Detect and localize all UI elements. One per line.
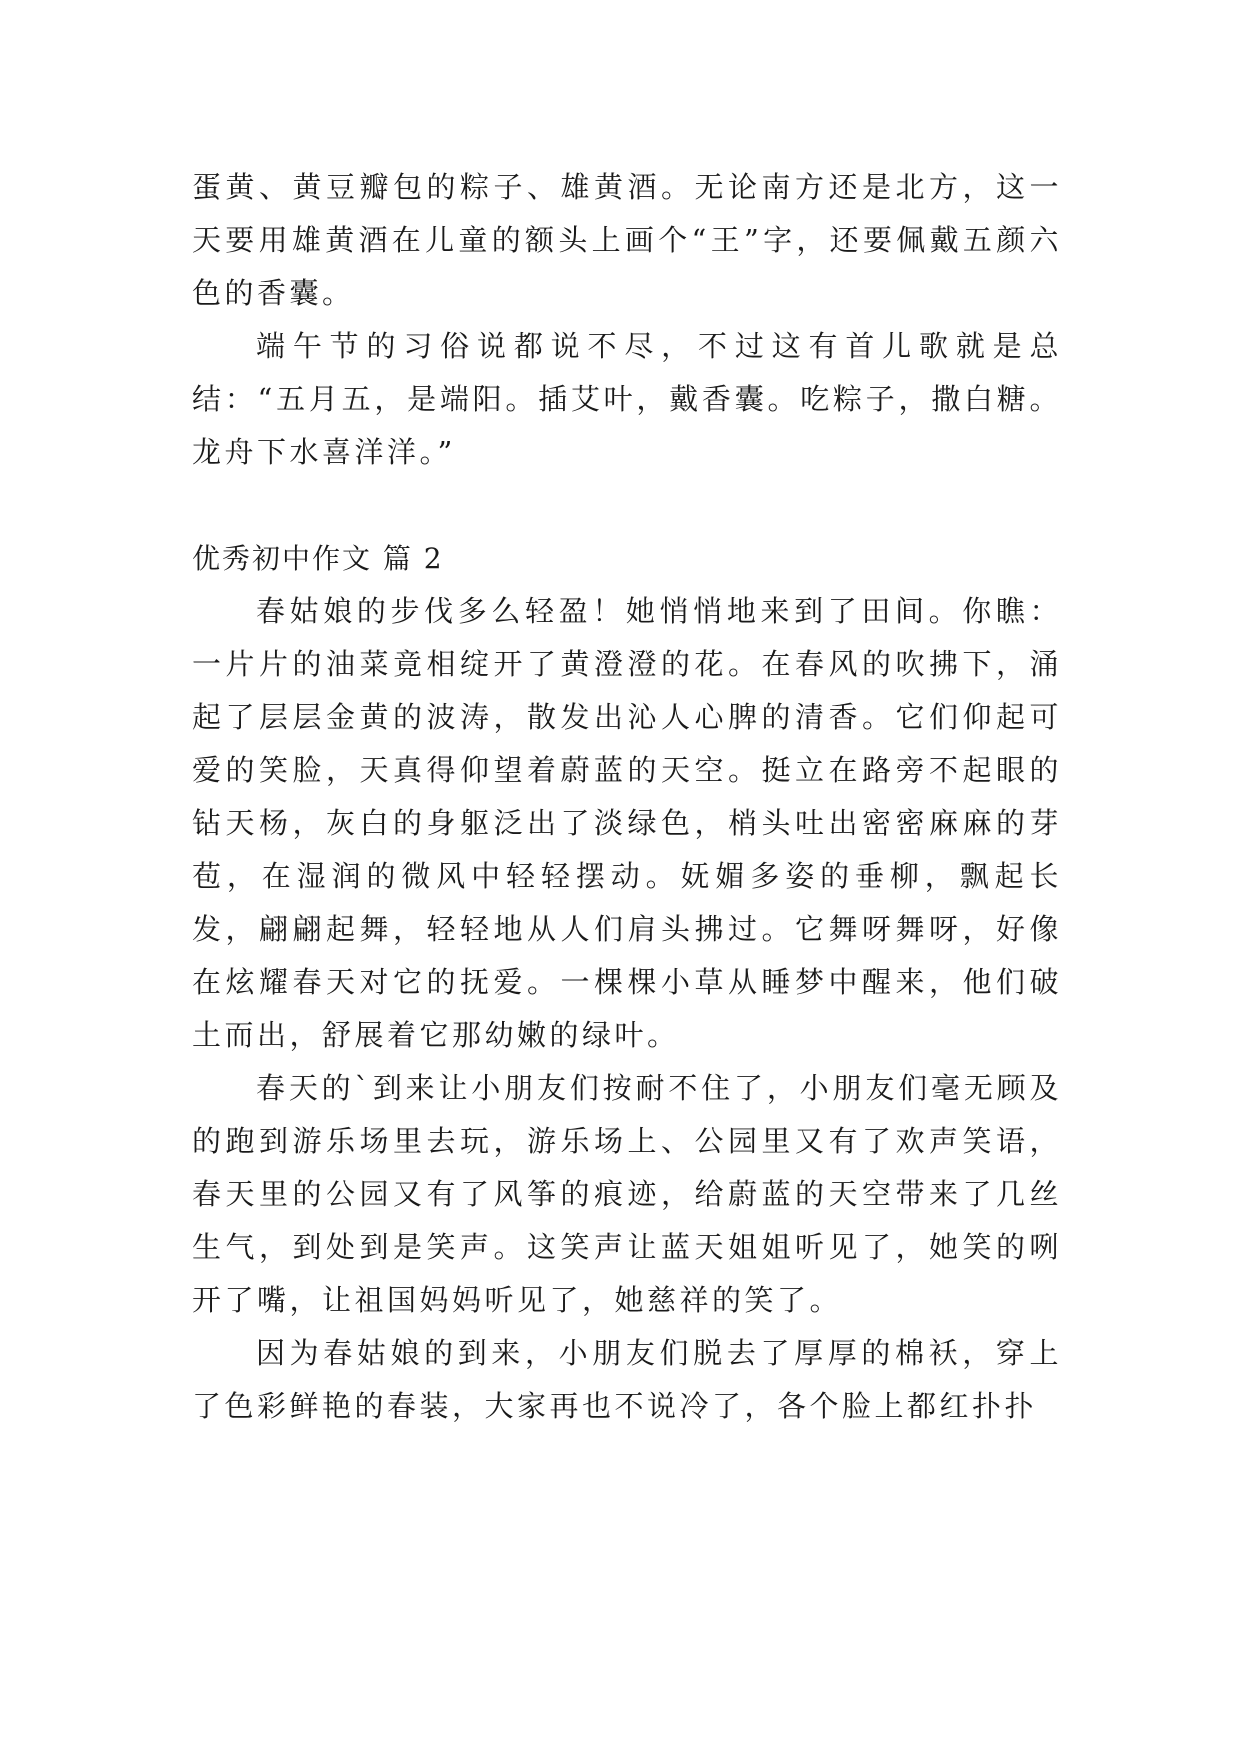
paragraph-2: 端午节的习俗说都说不尽，不过这有首儿歌就是总结：“五月五，是端阳。插艾叶，戴香囊。吃粽子，撒白糖。龙舟下水喜洋洋。” xyxy=(192,329,1062,469)
paragraph-1: 蛋黄、黄豆瓣包的粽子、雄黄酒。无论南方还是北方，这一天要用雄黄酒在儿童的额头上画个“王”字，还要佩戴五颜六色的香囊。 xyxy=(192,170,1062,310)
section-title: 优秀初中作文 篇 2 xyxy=(192,542,444,575)
paragraph-4: 春天的`到来让小朋友们按耐不住了，小朋友们毫无顾及的跑到游乐场里去玩，游乐场上、公园里又有了欢声笑语，春天里的公园又有了风筝的痕迹，给蔚蓝的天空带来了几丝生气，到处到是笑声。这笑声让蓝天姐姐听见了，她笑的咧开了嘴，让祖国妈妈听见了，她慈祥的笑了。 xyxy=(192,1071,1062,1317)
document-body xyxy=(192,161,1062,1433)
paragraph-3: 春姑娘的步伐多么轻盈！她悄悄地来到了田间。你瞧：一片片的油菜竟相绽开了黄澄澄的花。在春风的吹拂下，涌起了层层金黄的波涛，散发出沁人心脾的清香。它们仰起可爱的笑脸，天真得仰望着蔚蓝的天空。挺立在路旁不起眼的钻天杨，灰白的身躯泛出了淡绿色，梢头吐出密密麻麻的芽苞，在湿润的微风中轻轻摆动。妩媚多姿的垂柳，飘起长发，翩翩起舞，轻轻地从人们肩头拂过。它舞呀舞呀，好像在炫耀春天对它的抚爱。一棵棵小草从睡梦中醒来，他们破土而出，舒展着它那幼嫩的绿叶。 xyxy=(192,594,1062,1052)
paragraph-5: 因为春姑娘的到来，小朋友们脱去了厚厚的棉袄，穿上了色彩鲜艳的春装，大家再也不说冷了，各个脸上都红扑扑 xyxy=(192,1336,1062,1423)
